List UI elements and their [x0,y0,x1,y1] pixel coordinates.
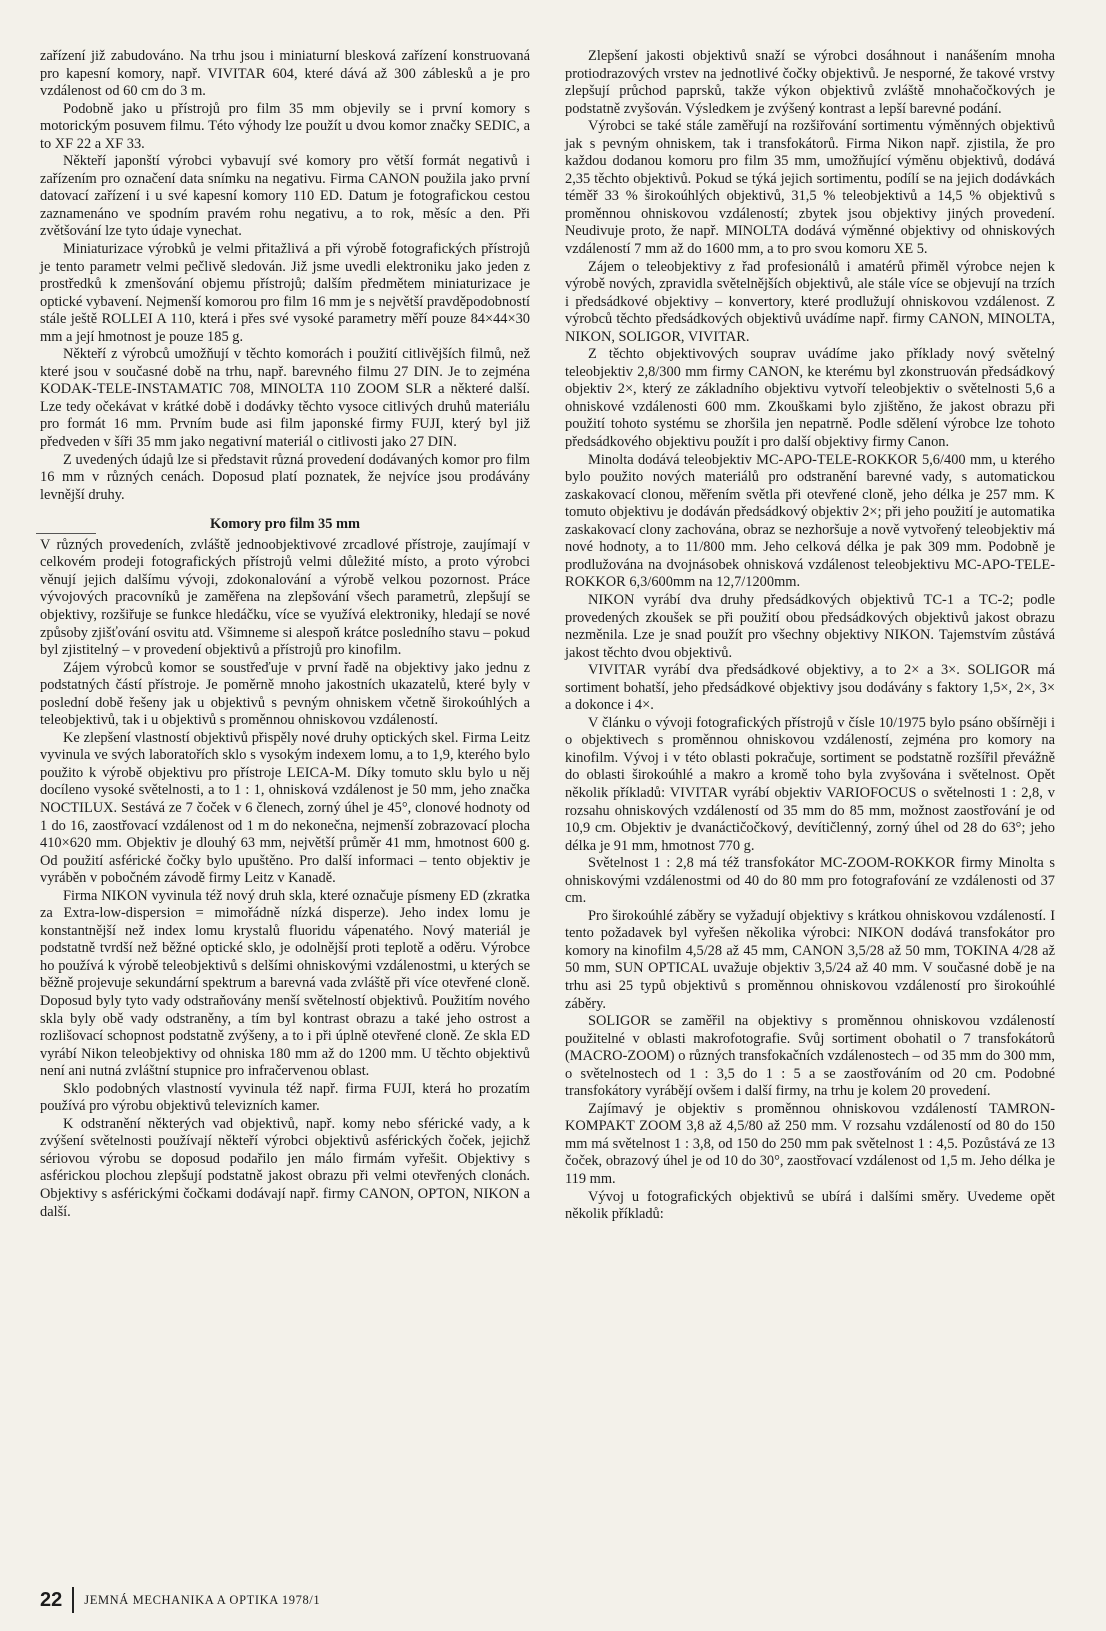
journal-name: JEMNÁ MECHANIKA A OPTIKA 1978/1 [84,1592,321,1607]
paragraph: NIKON vyrábí dva druhy předsádkových objektivů TC-1 a TC-2; podle provedených zkoušek se při použití obou předsádkových objektivů jakost obrazu nezměnila. Lze je snad použít pro všechny objektivy NIKON. Tajemstvím zůstává jakost těchto dvou objektivů. [565,591,1055,661]
footer-divider [72,1587,74,1613]
paragraph: Někteří japonští výrobci vybavují své komory pro větší formát negativů i zařízením pro označení data snímku na negativu. Firma CANON použila jako první datovací zařízení i u své kapesní komory 110 ED. Datum je fotografickou cestou zaznamenáno ve spodním pravém rohu negativu, a to rok, měsíc a den. Při zvětšování lze tyto údaje vynechat. [40,153,530,240]
paragraph: Z uvedených údajů lze si představit různá provedení dodávaných komor pro film 16 mm v různých cenách. Doposud platí poznatek, že nejvíce jsou prodávány levnější druhy. [40,451,530,503]
paragraph: Výrobci se také stále zaměřují na rozšiřování sortimentu výměnných objektivů jak s pevným ohniskem, tak i transfokátorů. Firma Nikon např. zjistila, že pro každou dodanou komoru pro film 35 mm, umožňující výměnu objektivů, dodává 2,35 těchto objektivů. Pokud se týká jejich sortimentu, podílí se na jejich dodávkách téměř 33 % širokoúhlých objektivů, 31,5 % teleobjektivů a 14,5 % objektivů s proměnnou ohniskovou vzdáleností; zbytek jsou objektivy jiných provedení. Neudivuje proto, že např. MINOLTA dodává výměnné objektivy od ohniskových vzdáleností 7 mm až do 1600 mm, a to pro svou komoru XE 5. [565,118,1055,258]
paragraph: SOLIGOR se zaměřil na objektivy s proměnnou ohniskovou vzdáleností použitelné v oblasti makrofotografie. Svůj sortiment obohatil o 7 transfokátorů (MACRO-ZOOM) o různých transfokačních vzdálenostech – od 35 mm do 300 mm, o světelnostech od 1 : 3,5 do 1 : 5 a se zaostřováním od 20 cm. Podobné transfokátory vyrábějí ovšem i další firmy, na trhu je kolem 20 provedení. [565,1013,1055,1100]
left-column [40,48,530,1221]
paragraph: V různých provedeních, zvláště jednoobjektivové zrcadlové přístroje, zaujímají v celkovém prodeji fotografických přístrojů velmi důležité místo, a proto výrobci věnují jejich dalšímu vývoji, zdokonalování a výrobě velkou pozornost. Práce vývojových pracovníků je zaměřena na zlepšování všech parametrů, zlepšují se objektivy, rozšiřuje se funkce hledáčku, více se využívá elektroniky, hledají se nové způsoby zjišťování osvitu atd. Všimneme si alespoň krátce posledního stavu – pokud byl zjistitelný – v provedení objektivů a přístrojů pro kinofilm. [40,536,530,659]
paragraph: K odstranění některých vad objektivů, např. komy nebo sférické vady, a k zvýšení světelnosti používají někteří výrobci objektivů asférických čoček, jejichž sériovou výrobu se doposud podařilo jen málo firmám vyřešit. Objektivy s asférickou plochou zlepšují podstatně jakost obrazu při velmi otevřených clonách. Objektivy s asférickými čočkami dodávají např. firmy CANON, OPTON, NIKON a další. [40,1115,530,1220]
paragraph: VIVITAR vyrábí dva předsádkové objektivy, a to 2× a 3×. SOLIGOR má sortiment bohatší, jeho předsádkové objektivy jsou dodávány s faktory 1,5×, 2×, 3× a dokonce i 4×. [565,662,1055,714]
paragraph: zařízení již zabudováno. Na trhu jsou i miniaturní blesková zařízení konstruovaná pro kapesní komory, např. VIVITAR 604, které dává až 300 záblesků a je pro vzdálenost od 60 cm do 3 m. [40,48,530,100]
page-number: 22 [40,1588,63,1611]
paragraph: Zájem o teleobjektivy z řad profesionálů i amatérů přiměl výrobce nejen k výrobě nových, zpravidla světelnějších objektivů, ale stále více se objevují na trzích i předsádkové objektivy – konvertory, které prodlužují ohniskovou vzdálenost. Z výrobců těchto předsádkových objektivů uvádíme např. firmy CANON, MINOLTA, NIKON, SOLIGOR, VIVITAR. [565,258,1055,345]
paragraph: Minolta dodává teleobjektiv MC-APO-TELE-ROKKOR 5,6/400 mm, u kterého bylo použito nových materiálů pro odstranění barevné vady, s automatickou zaskakovací clonou, měřením světla při otevřené cloně, jeho délka je 257 mm. K tomuto objektivu je dodáván předsádkový objektiv 2×; při jeho použití je automatika zaskakovací clony zachována, obraz se nezhoršuje a nově vytvořený teleobjektiv má nové hodnoty, a to 11/800 mm. Jeho celková délka je pak 309 mm. Podobně je prodlužována na dvojnásobek ohnisková vzdálenost teleobjektivu MC-APO-TELE-ROKKOR 6,3/600mm na 12,7/1200mm. [565,451,1055,591]
paragraph: Zlepšení jakosti objektivů snaží se výrobci dosáhnout i nanášením mnoha protiodrazových vrstev na jednotlivé čočky objektivů. Je nesporné, že takové vrstvy zlepšují průchod paprsků, takže výkon objektivů zvláště mnohačočkových je podstatně zvyšován. Výsledkem je zvýšený kontrast a lepší barevné podání. [565,48,1055,117]
right-column [565,48,1055,1224]
paragraph: Podobně jako u přístrojů pro film 35 mm objevily se i první komory s motorickým posuvem filmu. Této výhody lze použít u dvou komor značky SEDIC, a to XF 22 a XF 33. [40,100,530,152]
paragraph: Pro širokoúhlé záběry se vyžadují objektivy s krátkou ohniskovou vzdáleností. I tento požadavek byl vyřešen několika výrobci: NIKON dodává transfokátor pro komory na kinofilm 4,5/28 až 45 mm, CANON 3,5/28 až 50 mm, TOKINA 4/28 až 50 mm, SUN OPTICAL uvažuje objektiv 3,5/24 až 40 mm. V současné době je na trhu asi 25 typů objektivů s proměnnou ohniskovou vzdáleností pro širokoúhlé záběry. [565,907,1055,1012]
paragraph: Zájem výrobců komor se soustřeďuje v první řadě na objektivy jako jednu z podstatných částí přístroje. Je poměrně mnoho jakostních ukazatelů, které byly v poslední době řešeny jak u objektivů s pevným ohniskem včetně širokoúhlých a teleobjektivů, tak i u objektivů s proměnnou ohniskovou vzdáleností. [40,659,530,729]
paragraph: Zajímavý je objektiv s proměnnou ohniskovou vzdáleností TAMRON-KOMPAKT ZOOM 3,8 až 4,5/80 až 250 mm. V rozsahu vzdáleností od 80 do 150 mm má světelnost 1 : 3,8, od 150 do 250 mm pak světelnost 1 : 4,5. Pozůstává ze 13 čoček, obrazový úhel je od 10 do 30°, zaostřovací vzdálenost od 1,5 m. Jeho délka je 119 mm. [565,1100,1055,1187]
section-heading: Komory pro film 35 mm [40,516,530,534]
paragraph: Ke zlepšení vlastností objektivů přispěly nové druhy optických skel. Firma Leitz vyvinula ve svých laboratořích sklo s vysokým indexem lomu, a to 1,9, kterého bylo použito k výrobě objektivu pro přístroje LEICA-M. Díky tomuto sklu bylo u něj docíleno vysoké světelnosti, a to 1 : 1, ohnisková vzdálenost je 50 mm, jeho značka NOCTILUX. Sestává ze 7 čoček v 6 členech, zorný úhel je 45°, clonové hodnoty od 1 do 16, zaostřovací vzdálenost od 1 m do nekonečna, nejmenší zobrazovací plocha 410×620 mm. Objektiv je dlouhý 63 mm, největší průměr 41 mm, hmotnost 600 g. Od použití asférické čočky bylo upuštěno. Pro další informaci – tento objektiv je vyráběn v pobočném závodě firmy Leitz v Kanadě. [40,729,530,887]
page-footer [40,1586,320,1614]
paragraph: Někteří z výrobců umožňují v těchto komorách i použití citlivějších filmů, než které jsou v současné době na trhu, např. barevného filmu 27 DIN. Je to zejména KODAK-TELE-INSTAMATIC 708, MINOLTA 110 ZOOM SLR a některé další. Lze tedy očekávat v krátké době i dodávky těchto vysoce citlivých druhů materiálu pro formát 16 mm. Prvním bude asi film japonské firmy FUJI, který byl již předveden v šíři 35 mm jako negativní materiál o citlivosti jako 27 DIN. [40,346,530,451]
paragraph: Světelnost 1 : 2,8 má též transfokátor MC-ZOOM-ROKKOR firmy Minolta s ohniskovými vzdálenostmi od 40 do 80 mm pro fotografování ze vzdálenosti od 37 cm. [565,855,1055,907]
paragraph: Vývoj u fotografických objektivů se ubírá i dalšími směry. Uvedeme opět několik příkladů: [565,1188,1055,1223]
paragraph: Z těchto objektivových souprav uvádíme jako příklady nový světelný teleobjektiv 2,8/300 mm firmy CANON, ke kterému byl zkonstruován předsádkový objektiv 2×, který ze základního objektivu vytvoří teleobjektiv o světelnosti 5,6 a ohniskové vzdálenosti 600 mm. Zkouškami bylo zjištěno, že jakost obrazu při použití tohoto systému se zhoršila jen nepatrně. Podle sdělení výrobce lze tohoto předsádkového objektivu použít i pro další objektivy firmy Canon. [565,346,1055,451]
paragraph: V článku o vývoji fotografických přístrojů v čísle 10/1975 bylo psáno obšírněji i o objektivech s proměnnou ohniskovou vzdáleností, zejména pro komory na kinofilm. Vývoj i v této oblasti pokračuje, sortiment se podstatně rozšířil převážně do oblasti širokoúhlé a makro a kromě toho byla zvyšována i světelnost. Opět několik příkladů: VIVITAR vyrábí objektiv VARIOFOCUS o světelnosti 1 : 2,8, v rozsahu ohniskových vzdáleností od 35 mm do 85 mm, možnost zaostřování je od 10,9 cm. Objektiv je dvanáctičočkový, devítičlenný, zorný úhel od 28 do 63°; jeho délka je 91 mm, hmotnost 770 g. [565,714,1055,854]
paragraph: Firma NIKON vyvinula též nový druh skla, které označuje písmeny ED (zkratka za Extra-low-dispersion = mimořádně nízká disperze). Jeho index lomu je konstantnější než index lomu krystalů fluoridu vápenatého. Nový materiál je podstatně tvrdší než běžné optické sklo, je odolnější proti teplotě a oděru. Výrobce ho používá k výrobě teleobjektivů s delšími ohniskovými vzdálenostmi, u kterých se běžně projevuje sekundární spektrum a barevná vada zvláště při více otevřené cloně. Doposud byly tyto vady odstraňovány menší světelností objektivů. Použitím nového skla byly obě vady odstraněny, a tím byl kontrast obrazu a také jeho ostrost a rozlišovací schopnost podstatně zvýšeny, a to i při úplně otevřené cloně. Ze skla ED vyrábí Nikon teleobjektivy od ohniska 180 mm až do 1200 mm. U těchto objektivů není ani nutná zvláštní stupnice pro infračervenou oblast. [40,887,530,1080]
paragraph: Sklo podobných vlastností vyvinula též např. firma FUJI, která ho prozatím používá pro výrobu objektivů televizních kamer. [40,1080,530,1115]
paragraph: Miniaturizace výrobků je velmi přitažlivá a při výrobě fotografických přístrojů je tento parametr velmi pečlivě sledován. Již jsme uvedli elektroniku jako jeden z prostředků k zmenšování objemu přístrojů; dalším předmětem miniaturizace je optické vybavení. Nejmenší komorou pro film 16 mm je s největší pravděpodobností stále ještě ROLLEI A 110, která i přes své vysoké parametry měří pouze 84×44×30 mm a její hmotnost je pouze 185 g. [40,241,530,345]
